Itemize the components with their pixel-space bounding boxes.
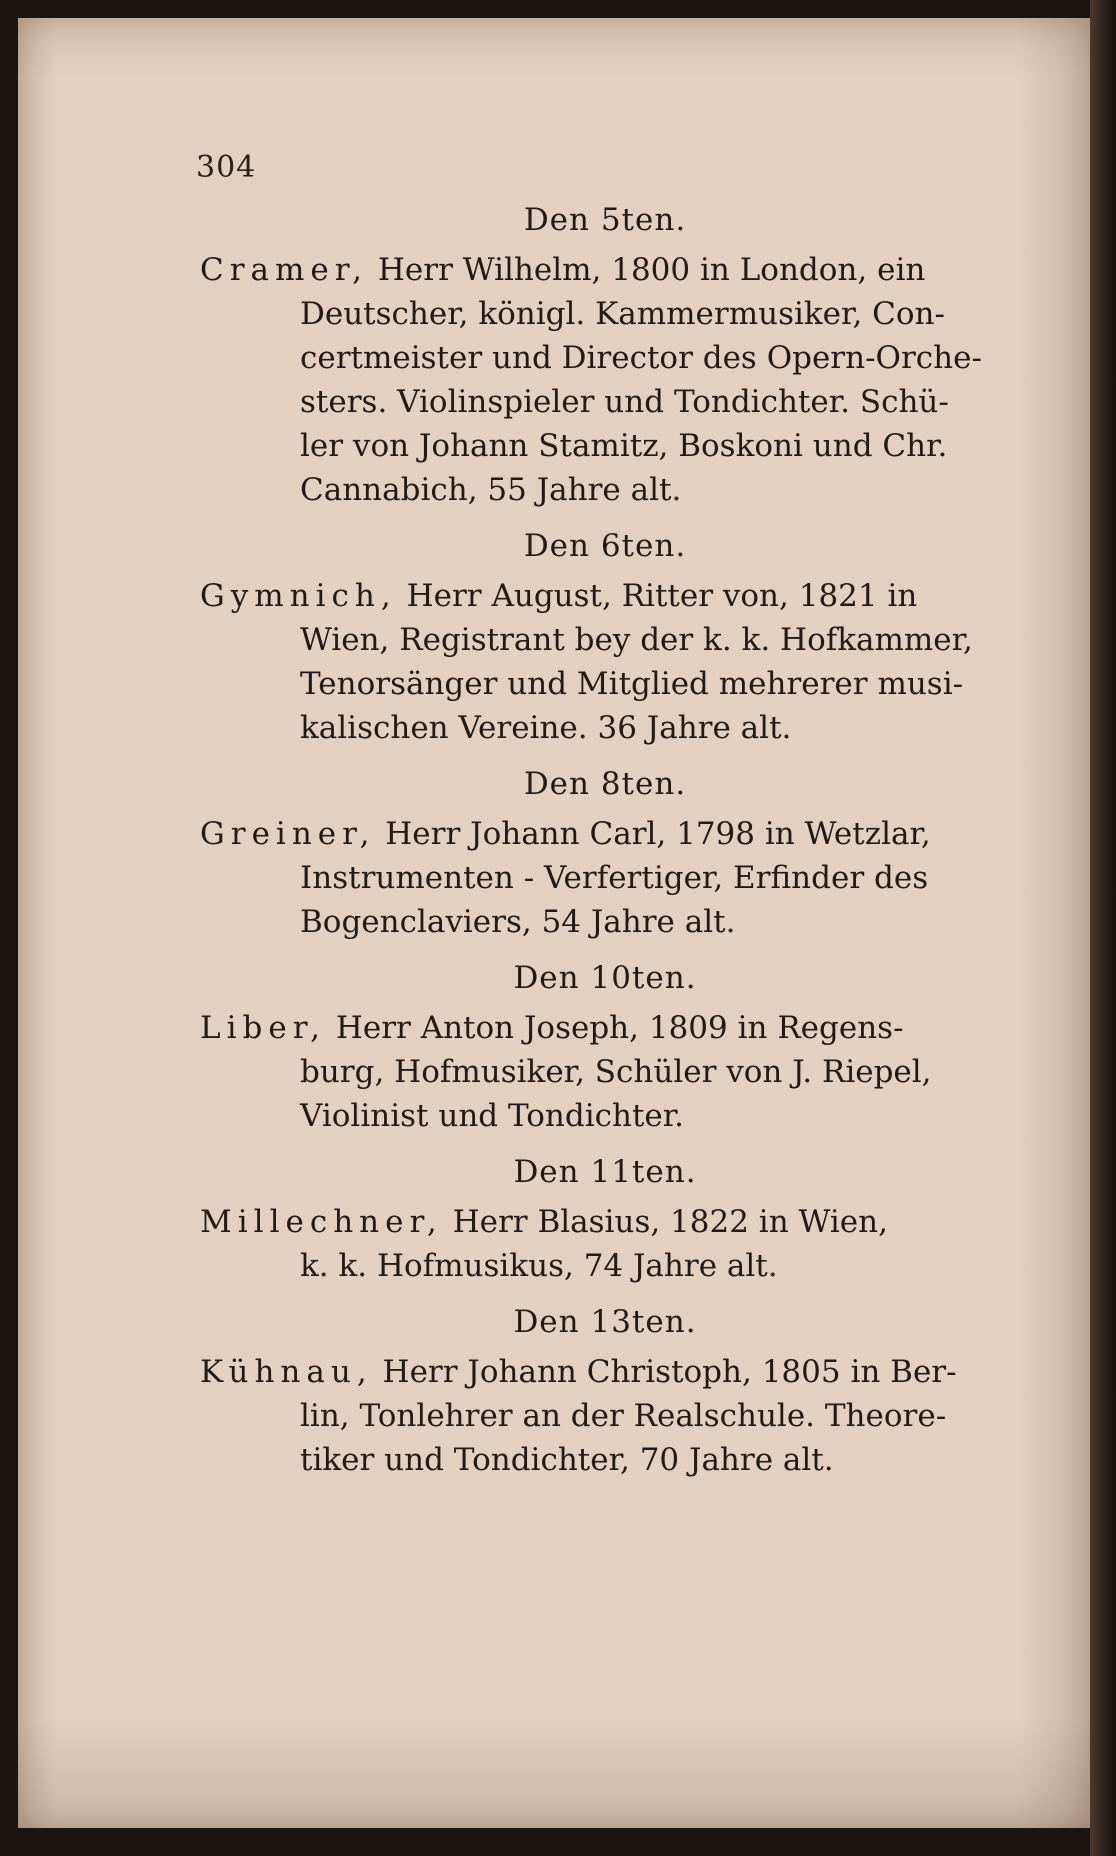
entry-line: burg, Hofmusiker, Schüler von J. Riepel, — [300, 1054, 932, 1090]
entry-first-line — [200, 574, 990, 618]
person-name: Greiner, — [200, 816, 376, 852]
entry-first-line — [200, 812, 990, 856]
date-section — [200, 1150, 990, 1288]
biography-entry — [200, 1350, 990, 1482]
entry-text: Herr Johann Christoph, 1805 in Ber- — [372, 1354, 957, 1390]
person-name: Liber, — [200, 1010, 326, 1046]
entry-line: k. k. Hofmusikus, 74 Jahre alt. — [300, 1248, 778, 1284]
entry-first-line — [200, 1350, 990, 1394]
entry-text: Herr Johann Carl, 1798 in Wetzlar, — [375, 816, 931, 852]
page-content — [200, 198, 990, 1494]
entry-first-line — [200, 248, 990, 292]
entry-line: ler von Johann Stamitz, Boskoni und Chr. — [300, 428, 948, 464]
entry-line: Bogenclaviers, 54 Jahre alt. — [300, 904, 736, 940]
date-heading: Den 6ten. — [523, 528, 687, 564]
entry-line: Cannabich, 55 Jahre alt. — [300, 472, 682, 508]
biography-entry — [200, 1006, 990, 1138]
entry-text: Herr August, Ritter von, 1821 in — [396, 578, 918, 614]
person-name: Cramer, — [200, 252, 369, 288]
page-number: 304 — [196, 150, 257, 185]
entry-first-line — [200, 1200, 990, 1244]
book-edge — [1090, 0, 1116, 1856]
date-section — [200, 198, 990, 512]
entry-line: Violinist und Tondichter. — [300, 1098, 685, 1134]
entry-line: lin, Tonlehrer an der Realschule. Theore- — [300, 1398, 947, 1434]
entry-text: Herr Wilhelm, 1800 in London, ein — [368, 252, 926, 288]
date-heading: Den 10ten. — [513, 960, 697, 996]
date-heading: Den 5ten. — [523, 202, 687, 238]
person-name: Gymnich, — [200, 578, 397, 614]
entry-text: Herr Anton Joseph, 1809 in Regens- — [325, 1010, 904, 1046]
entry-line: Tenorsänger und Mitglied mehrerer musi- — [300, 666, 964, 702]
biography-entry — [200, 248, 990, 512]
entry-line: sters. Violinspieler und Tondichter. Schü- — [300, 384, 949, 420]
person-name: Millechner, — [200, 1204, 443, 1240]
date-section — [200, 956, 990, 1138]
biography-entry — [200, 812, 990, 944]
date-heading: Den 13ten. — [513, 1304, 697, 1340]
biography-entry — [200, 574, 990, 750]
date-heading: Den 11ten. — [513, 1154, 697, 1190]
entry-first-line — [200, 1006, 990, 1050]
date-section — [200, 524, 990, 750]
entry-text: Herr Blasius, 1822 in Wien, — [442, 1204, 888, 1240]
entry-line: Deutscher, königl. Kammermusiker, Con- — [300, 296, 945, 332]
date-section — [200, 1300, 990, 1482]
biography-entry — [200, 1200, 990, 1288]
person-name: Kühnau, — [200, 1354, 373, 1390]
entry-line: Wien, Registrant bey der k. k. Hofkammer, — [300, 622, 973, 658]
entry-line: tiker und Tondichter, 70 Jahre alt. — [300, 1442, 834, 1478]
entry-line: certmeister und Director des Opern-Orche- — [300, 340, 982, 376]
entry-line: Instrumenten - Verfertiger, Erfinder des — [300, 860, 929, 896]
date-section — [200, 762, 990, 944]
date-heading: Den 8ten. — [523, 766, 687, 802]
entry-line: kalischen Vereine. 36 Jahre alt. — [300, 710, 792, 746]
